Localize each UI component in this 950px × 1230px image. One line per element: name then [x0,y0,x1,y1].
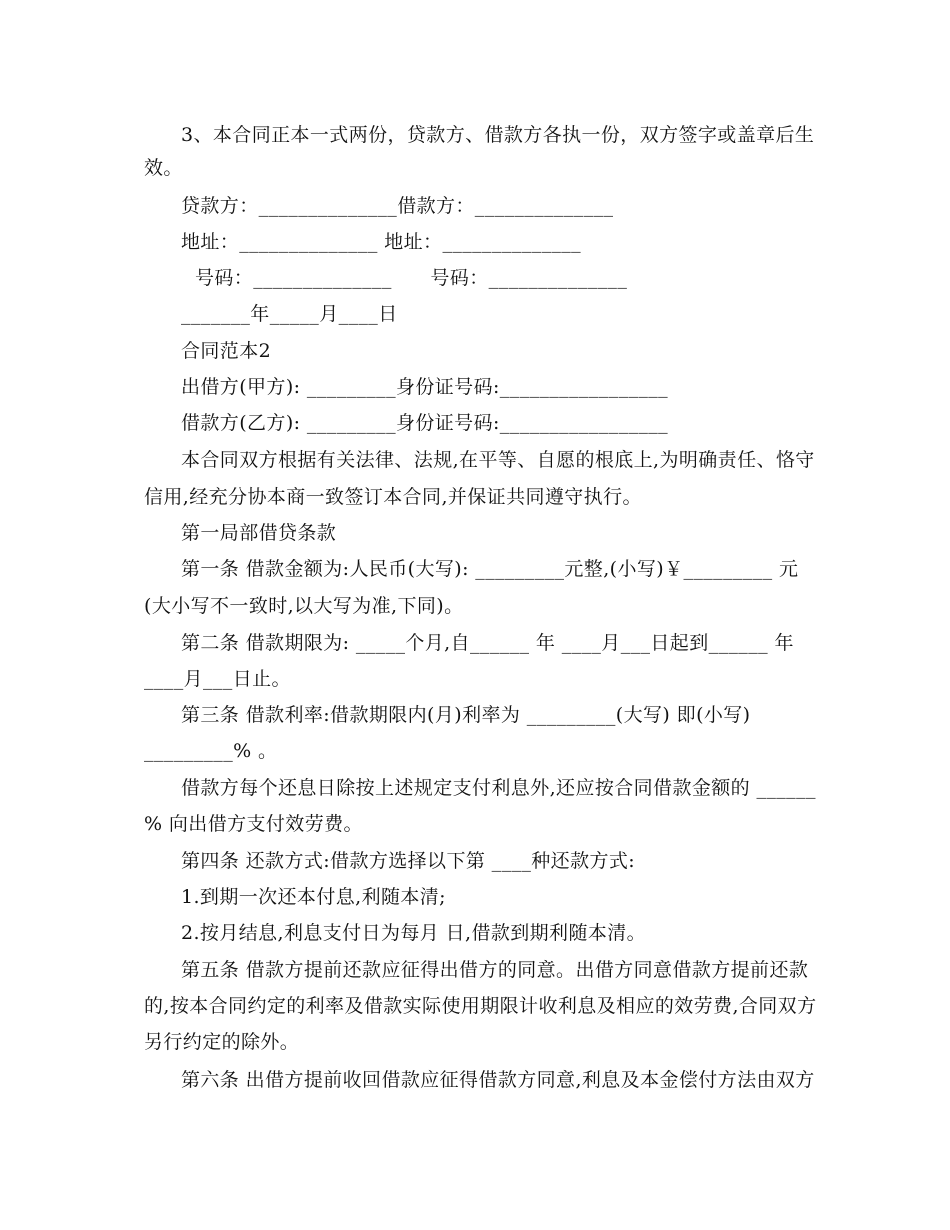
signature-number: 号码：______________ 号码：______________ [195,267,628,289]
service-fee-line-2: % 向出借方支付效劳费。 [144,813,363,835]
repayment-option-2: 2.按月结息,利息支付日为每月 日,借款到期利随本清。 [181,922,647,944]
signature-date: _______年_____月____日 [181,303,398,325]
clause-3-line-1: 3、本合同正本一式两份，贷款方、借款方各执一份，双方签字或盖章后生 [181,124,815,146]
article-4-line: 第四条 还款方式:借款方选择以下第 ____种还款方式: [181,850,636,872]
article-5-line-2: 的,按本合同约定的利率及借款实际使用期限计收利息及相应的效劳费,合同双方 [144,995,817,1017]
article-2-line-2: ____月___日止。 [144,668,291,690]
preamble-line-1: 本合同双方根据有关法律、法规,在平等、自愿的根底上,为明确责任、恪守 [181,449,815,471]
article-1-line-1: 第一条 借款金额为:人民币(大写): _________元整,(小写)￥_________ 元 [181,558,799,580]
clause-3-line-2: 效。 [144,157,183,179]
article-3-line-1: 第三条 借款利率:借款期限内(月)利率为 _________(大写) 即(小写) [181,704,751,726]
service-fee-line-1: 借款方每个还息日除按上述规定支付利息外,还应按合同借款金额的 ______ [181,777,816,799]
article-2-line-1: 第二条 借款期限为: _____个月,自______ 年 ____月___日起到______ 年 [181,632,794,654]
preamble-line-2: 信用,经充分协本商一致签订本合同,并保证共同遵守执行。 [144,486,642,508]
repayment-option-1: 1.到期一次还本付息,利随本清; [181,886,446,908]
part-1-heading: 第一局部借贷条款 [181,522,337,544]
article-3-line-2: _________% 。 [144,740,278,762]
article-1-line-2: (大小写不一致时,以大写为准,下同)。 [144,595,464,617]
article-6-line-1: 第六条 出借方提前收回借款应征得借款方同意,利息及本金偿付方法由双方 [181,1069,815,1091]
signature-lender-borrower: 贷款方：______________借款方：______________ [181,195,614,217]
article-5-line-3: 另行约定的除外。 [144,1031,300,1053]
article-5-line-1: 第五条 借款方提前还款应征得出借方的同意。出借方同意借款方提前还款 [181,959,809,981]
signature-address: 地址：______________ 地址：______________ [181,231,582,253]
template-2-heading: 合同范本2 [181,340,272,362]
party-a-line: 出借方(甲方): _________身份证号码:_________________ [181,376,669,398]
party-b-line: 借款方(乙方): _________身份证号码:_________________ [181,412,669,434]
